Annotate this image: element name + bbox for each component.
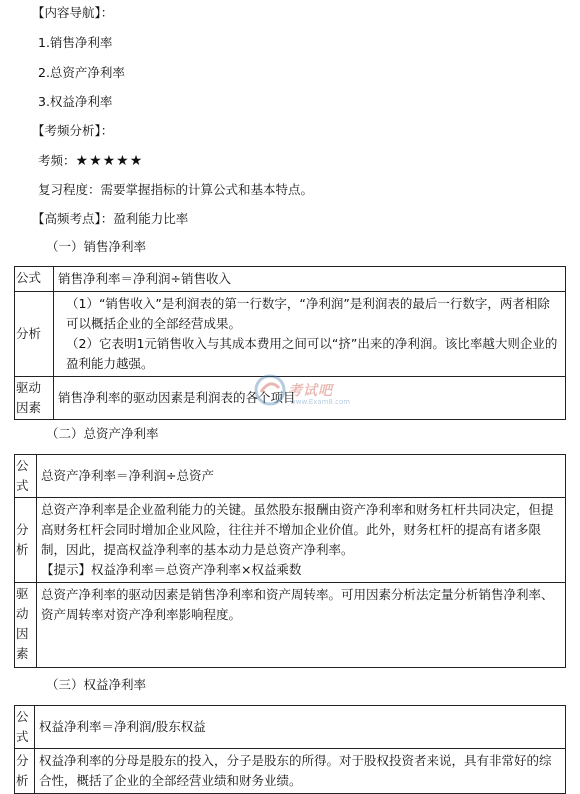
section2-formula-label: 公式 xyxy=(15,455,37,498)
section1-table xyxy=(14,266,566,420)
section2-title: （二）总资产净利率 xyxy=(46,426,159,441)
frequency-row xyxy=(38,152,143,170)
focus-heading: 【高频考点】：盈利能力比率 xyxy=(32,211,189,226)
section3-formula: 权益净利率＝净利润/股东权益 xyxy=(35,706,566,749)
analysis-heading: 【考频分析】： xyxy=(32,123,114,138)
section2-analysis-p1: 总资产净利率是企业盈利能力的关键。虽然股东报酬由资产净利率和财务杠杆共同决定，但提高财务杠杆会同时增加企业风险，往往并不增加企业价值。此外，财务杠杆的提高有诸多限制，因此，提高权益净利率的基本动力是总资产净利率。 xyxy=(41,502,554,557)
section1-driver: 销售净利率的驱动因素是利润表的各个项目 xyxy=(54,377,566,420)
section3-formula-label: 公式 xyxy=(15,706,35,749)
section2-formula: 总资产净利率＝净利润÷总资产 xyxy=(37,455,566,498)
watermark-url: www.Exam8.com xyxy=(290,398,351,406)
nav-heading: 【内容导航】： xyxy=(32,5,114,20)
section1-driver-label: 驱动因素 xyxy=(15,377,54,420)
section1-driver-row xyxy=(15,377,566,420)
section1-formula-row xyxy=(15,267,566,292)
nav-item-1: 1.销售净利率 xyxy=(38,35,113,50)
section1-title: （一）销售净利率 xyxy=(46,239,147,254)
frequency-stars: ★★★★★ xyxy=(75,153,144,169)
section2-analysis xyxy=(37,498,566,583)
section2-analysis-p2: 【提示】权益净利率＝总资产净利率×权益乘数 xyxy=(41,562,302,577)
section2-analysis-row xyxy=(15,498,566,583)
section2-analysis-label: 分析 xyxy=(15,498,37,583)
section1-analysis-row xyxy=(15,292,566,377)
section1-analysis xyxy=(54,292,566,377)
section3-title: （三）权益净利率 xyxy=(46,677,147,692)
review-level: 复习程度：需要掌握指标的计算公式和基本特点。 xyxy=(38,182,314,197)
nav-item-3: 3.权益净利率 xyxy=(38,94,113,109)
section2-formula-row xyxy=(15,455,566,498)
section2-table xyxy=(14,454,566,668)
section1-formula: 销售净利率＝净利润÷销售收入 xyxy=(54,267,566,292)
section3-analysis-label: 分析 xyxy=(15,749,35,794)
section3-table xyxy=(14,705,566,794)
section3-analysis: 权益净利率的分母是股东的投入，分子是股东的所得。对于股权投资者来说，具有非常好的综合性，概括了企业的全部经营业绩和财务业绩。 xyxy=(35,749,566,794)
nav-item-2: 2.总资产净利率 xyxy=(38,65,125,80)
section1-formula-label: 公式 xyxy=(15,267,54,292)
section1-analysis-p2: （2）它表明1元销售收入与其成本费用之间可以“挤”出来的净利润。该比率越大则企业的盈利能力越强。 xyxy=(66,336,558,371)
section2-driver-row xyxy=(15,583,566,668)
section2-driver-label: 驱动因素 xyxy=(15,583,37,668)
section3-formula-row xyxy=(15,706,566,749)
section1-analysis-label: 分析 xyxy=(15,292,54,377)
watermark-text: 考试吧 xyxy=(288,383,333,399)
section1-analysis-p1: （1）“销售收入”是利润表的第一行数字，“净利润”是利润表的最后一行数字，两者相除可以概括企业的全部经营成果。 xyxy=(66,296,550,331)
frequency-label: 考频： xyxy=(38,153,76,168)
section2-driver: 总资产净利率的驱动因素是销售净利率和资产周转率。可用因素分析法定量分析销售净利率、资产周转率对资产净利率影响程度。 xyxy=(37,583,566,668)
section3-analysis-row xyxy=(15,749,566,794)
